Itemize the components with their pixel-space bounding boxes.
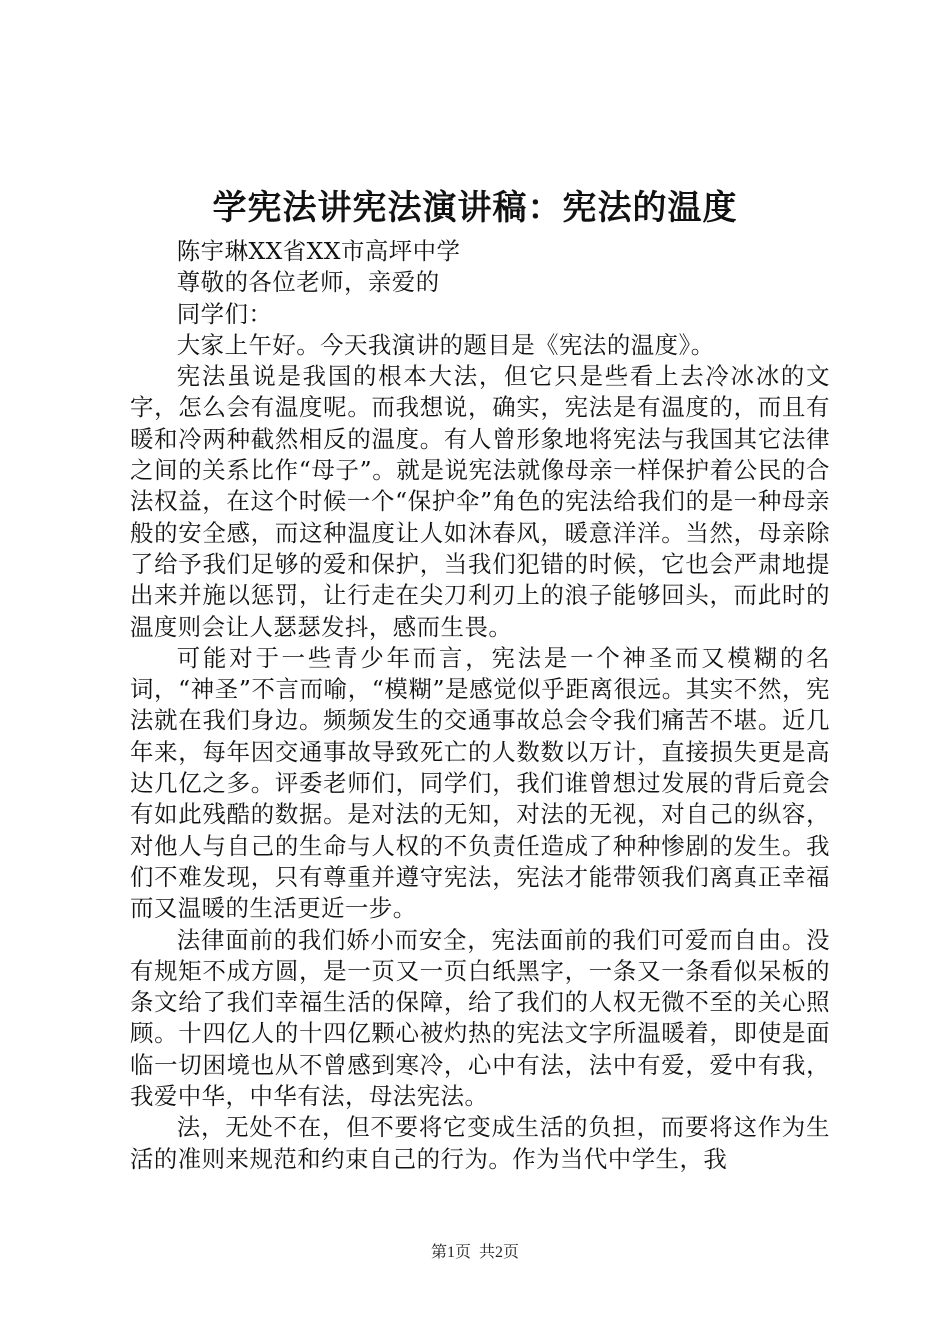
body-paragraph-1: 宪法虽说是我国的根本大法，但它只是些看上去冷冰冰的文字，怎么会有温度呢。而我想说，确实，宪法是有温度的，而且有暖和冷两种截然相反的温度。有人曾形象地将宪法与我国其它法律之间的关系比作“母子”。就是说宪法就像母亲一样保护着公民的合法权益，在这个时候一个“保护伞”角色的宪法给我们的是一种母亲般的安全感，而这种温度让人如沐春风，暖意洋洋。当然，母亲除了给予我们足够的爱和保护，当我们犯错的时候，它也会严肃地提出来并施以惩罚，让行走在尖刀利刃上的浪子能够回头，而此时的温度则会让人瑟瑟发抖，感而生畏。 — [130, 362, 830, 641]
salutation-line-2: 同学们： — [176, 299, 273, 328]
author-line: 陈宇琳XX省XX市高坪中学 — [176, 237, 461, 265]
document-title: 学宪法讲宪法演讲稿：宪法的温度 — [212, 188, 738, 228]
page-total: 共2页 — [479, 1244, 520, 1261]
body-paragraph-3: 法律面前的我们娇小而安全，宪法面前的我们可爱而自由。没有规矩不成方圆，是一页又一页白纸黑字，一条又一条看似呆板的条文给了我们幸福生活的保障，给了我们的人权无微不至的关心照顾。十四亿人的十四亿颗心被灼热的宪法文字所温暖着，即使是面临一切困境也从不曾感到寒冷，心中有法，法中有爱，爱中有我，我爱中华，中华有法，母法宪法。 — [130, 925, 830, 1111]
page-footer — [0, 1242, 950, 1264]
salutation-line-1: 尊敬的各位老师，亲爱的 — [176, 268, 440, 297]
document-body — [130, 236, 830, 1175]
body-paragraph-4: 法，无处不在，但不要将它变成生活的负担，而要将这作为生活的准则来规范和约束自己的行为。作为当代中学生，我 — [130, 1113, 830, 1173]
body-paragraph-2: 可能对于一些青少年而言，宪法是一个神圣而又模糊的名词，“神圣”不言而喻，“模糊”是感觉似乎距离很远。其实不然，宪法就在我们身边。频频发生的交通事故总会令我们痛苦不堪。近几年来，每年因交通事故导致死亡的人数数以万计，直接损失更是高达几亿之多。评委老师们，同学们，我们谁曾想过发展的背后竟会有如此残酷的数据。是对法的无知，对法的无视，对自己的纵容，对他人与自己的生命与人权的不负责任造成了种种惨剧的发生。我们不难发现，只有尊重并遵守宪法，宪法才能带领我们离真正幸福而又温暖的生活更近一步。 — [130, 643, 830, 923]
greeting-paragraph: 大家上午好。今天我演讲的题目是《宪法的温度》。 — [176, 330, 715, 359]
page-number: 第1页 — [430, 1244, 471, 1261]
